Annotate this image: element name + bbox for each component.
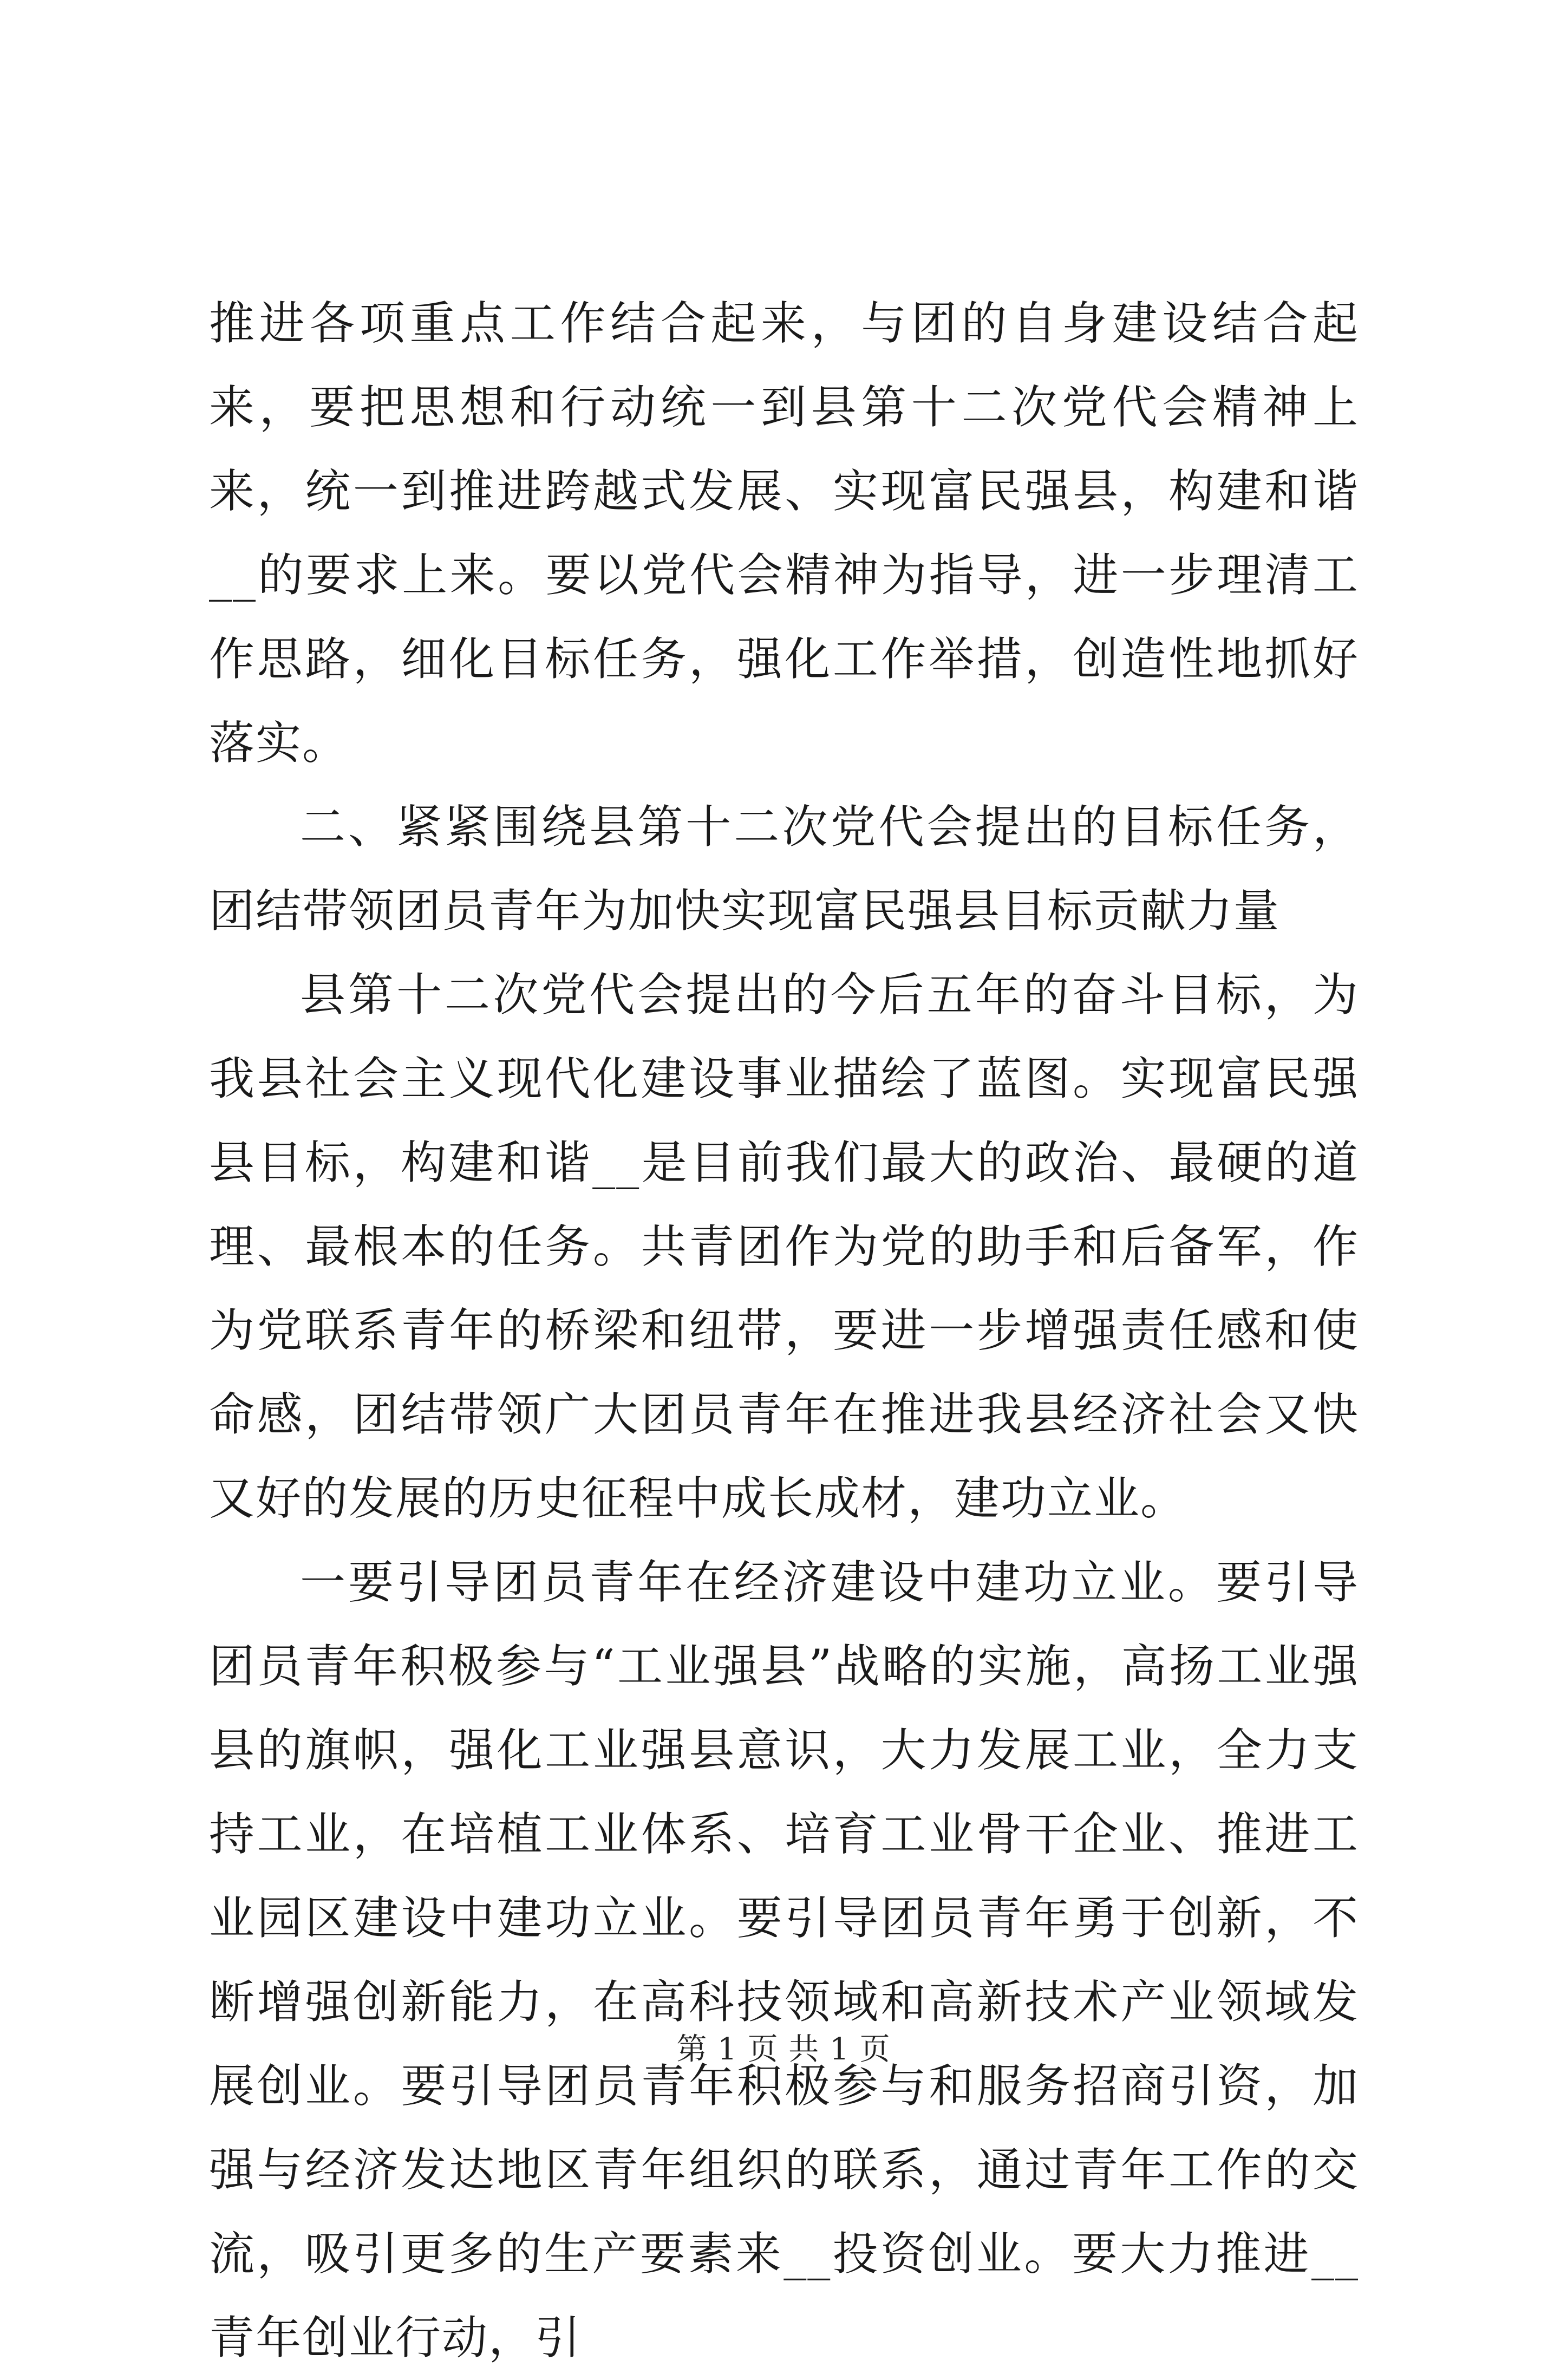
page-number-footer: 第 1 页 共 1 页 xyxy=(676,2032,891,2067)
paragraph-2-heading: 二、紧紧围绕县第十二次党代会提出的目标任务，团结带领团员青年为加快实现富民强县目标贡献力量 xyxy=(209,800,1359,937)
paragraph-3: 县第十二次党代会提出的今后五年的奋斗目标，为我县社会主义现代化建设事业描绘了蓝图。实现富民强县目标，构建和谐__是目前我们最大的政治、最硬的道理、最根本的任务。共青团作为党的助手和后备军，作为党联系青年的桥梁和纽带，要进一步增强责任感和使命感，团结带领广大团员青年在推进我县经济社会又快又好的发展的历史征程中成长成材，建功立业。 xyxy=(209,968,1359,1525)
paragraph-1: 推进各项重点工作结合起来，与团的自身建设结合起来，要把思想和行动统一到县第十二次党代会精神上来，统一到推进跨越式发展、实现富民强县，构建和谐__的要求上来。要以党代会精神为指导，进一步理清工作思路，细化目标任务，强化工作举措，创造性地抓好落实。 xyxy=(209,297,1359,770)
paragraph-4: 一要引导团员青年在经济建设中建功立业。要引导团员青年积极参与“工业强县”战略的实施，高扬工业强县的旗帜，强化工业强县意识，大力发展工业，全力支持工业，在培植工业体系、培育工业骨干企业、推进工业园区建设中建功立业。要引导团员青年勇于创新，不断增强创新能力，在高科技领域和高新技术产业领域发展创业。要引导团员青年积极参与和服务招商引资，加强与经济发达地区青年组织的联系，通过青年工作的交流，吸引更多的生产要素来__投资创业。要大力推进__青年创业行动，引 xyxy=(209,1556,1359,2364)
